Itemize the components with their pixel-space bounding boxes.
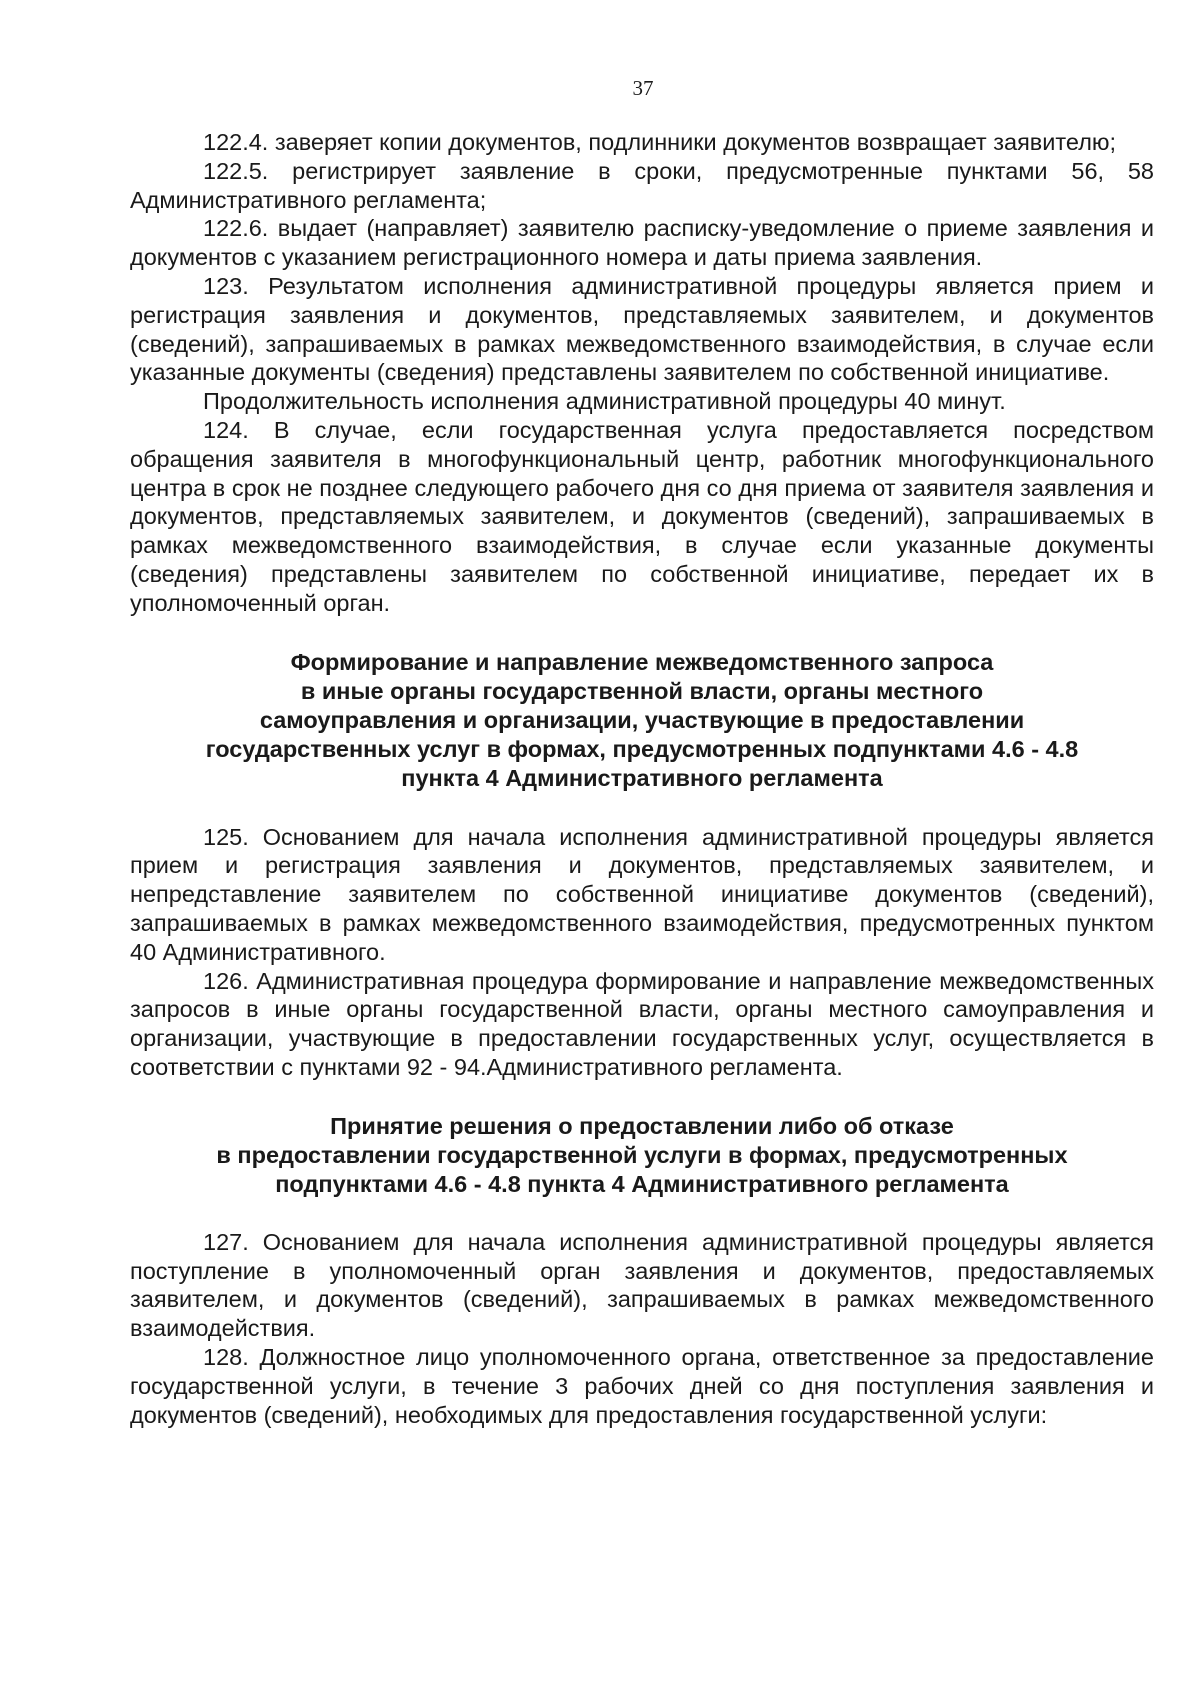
paragraph-128: 128. Должностное лицо уполномоченного органа, ответственное за предоставление государственной услуги, в течение 3 рабочих дней со дня поступления заявления и документов (сведений), необходимых для предоставления государственной услуги: bbox=[130, 1343, 1154, 1428]
paragraph-duration: Продолжительность исполнения административной процедуры 40 минут. bbox=[203, 388, 1006, 415]
paragraph-123: 123. Результатом исполнения административной процедуры является прием и регистрация заявления и документов, представляемых заявителем, и документов (сведений), запрашиваемых в рамках межведомственного взаимодействия, в случае если указанные документы (сведения) представлены заявителем по собственной инициативе. bbox=[130, 272, 1154, 386]
paragraph-122-4: 122.4. заверяет копии документов, подлинники документов возвращает заявителю; bbox=[203, 129, 1117, 155]
heading-line: в иные органы государственной власти, органы местного bbox=[300, 677, 984, 704]
page-number: 37 bbox=[632, 76, 654, 100]
heading-line: подпунктами 4.6 - 4.8 пункта 4 Административного регламента bbox=[275, 1170, 1009, 1197]
document-body bbox=[130, 128, 1154, 1429]
heading-line: в предоставлении государственной услуги в формах, предусмотренных bbox=[216, 1141, 1068, 1168]
paragraph-127: 127. Основанием для начала исполнения административной процедуры является поступление в уполномоченный орган заявления и документов, предоставляемых заявителем, и документов (сведений), запрашиваемых в рамках межведомственного взаимодействия. bbox=[130, 1228, 1154, 1342]
heading-line: Формирование и направление межведомственного запроса bbox=[290, 648, 994, 675]
paragraph-126: 126. Административная процедура формирование и направление межведомственных запросов в иные органы государственной власти, органы местного самоуправления и организации, участвующие в предоставлении государственных услуг, осуществляется в соответствии с пунктами 92 - 94.Административного регламента. bbox=[130, 967, 1154, 1080]
paragraph-122-6: 122.6. выдает (направляет) заявителю расписку-уведомление о приеме заявления и документов с указанием регистрационного номера и даты приема заявления. bbox=[130, 215, 1154, 271]
section-heading-decision bbox=[130, 1112, 1154, 1199]
section-heading-interagency-request bbox=[130, 648, 1154, 793]
heading-line: Принятие решения о предоставлении либо об отказе bbox=[330, 1112, 954, 1139]
paragraph-122-5: 122.5. регистрирует заявление в сроки, предусмотренные пунктами 56, 58 Административного регламента; bbox=[130, 157, 1154, 213]
heading-line: государственных услуг в формах, предусмотренных подпунктами 4.6 - 4.8 bbox=[205, 735, 1079, 762]
heading-line: пункта 4 Административного регламента bbox=[401, 764, 883, 791]
heading-line: самоуправления и организации, участвующие в предоставлении bbox=[259, 706, 1025, 733]
paragraph-125: 125. Основанием для начала исполнения административной процедуры является прием и регистрация заявления и документов, представляемых заявителем, и непредставление заявителем по собственной инициативе документов (сведений), запрашиваемых в рамках межведомственного взаимодействия, предусмотренных пунктом 40 Административного. bbox=[130, 823, 1154, 965]
paragraph-124: 124. В случае, если государственная услуга предоставляется посредством обращения заявителя в многофункциональный центр, работник многофункционального центра в срок не позднее следующего рабочего дня со дня приема от заявителя заявления и документов, представляемых заявителем, и документов (сведений), запрашиваемых в рамках межведомственного взаимодействия, в случае если указанные документы (сведения) представлены заявителем по собственной инициативе, передает их в уполномоченный орган. bbox=[130, 416, 1154, 616]
